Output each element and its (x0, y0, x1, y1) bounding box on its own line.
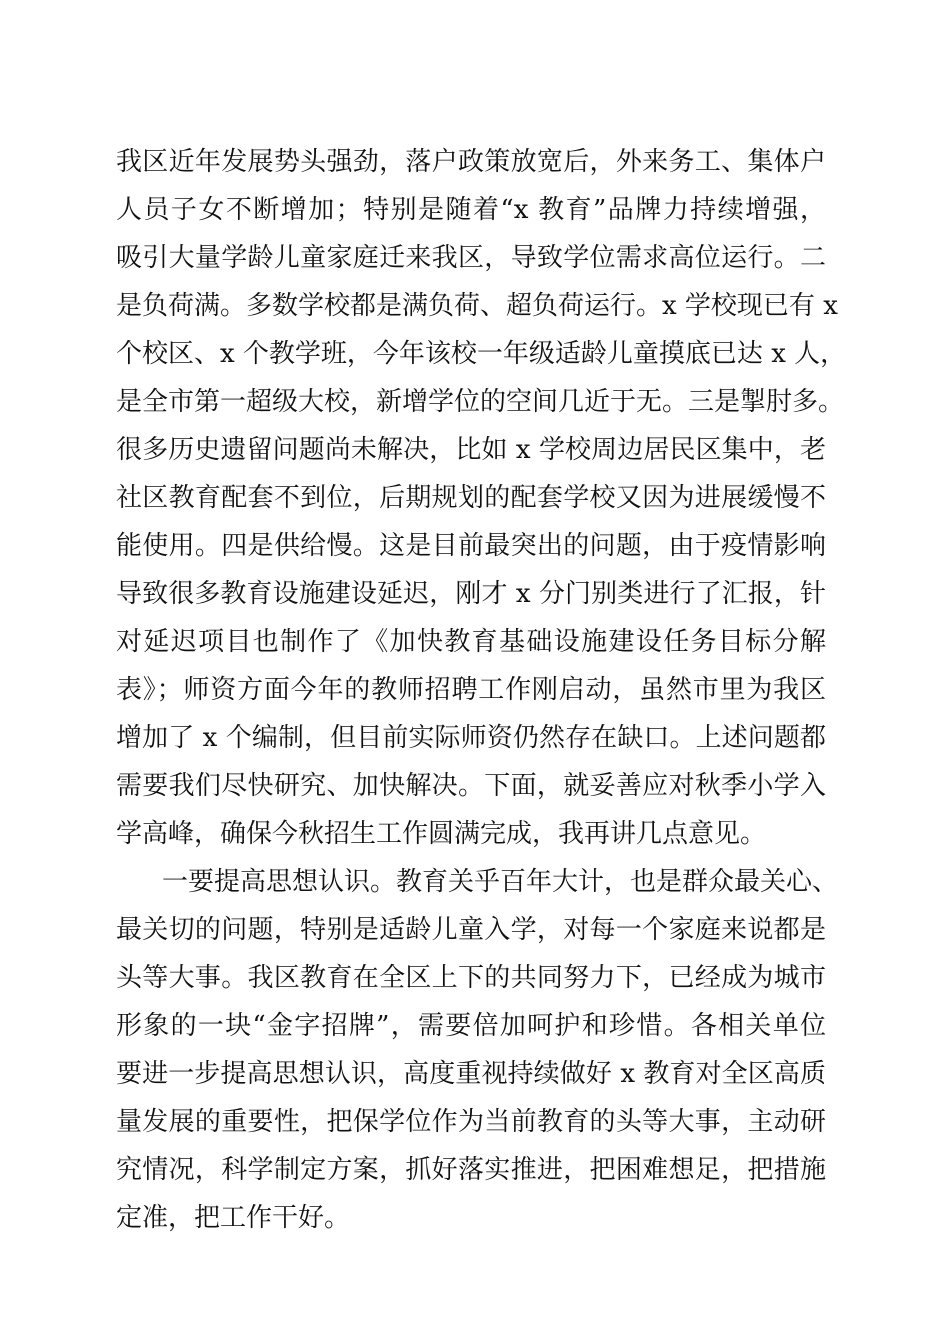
text-line: 能使用。四是供给慢。这是目前最突出的问题，由于疫情影响 (116, 531, 826, 561)
text-line: 社区教育配套不到位，后期规划的配套学校又因为进展缓慢不 (116, 483, 826, 513)
text-line: 定准，把工作干好。 (116, 1203, 351, 1233)
text-line: 头等大事。我区教育在全区上下的共同努力下，已经成为城市 (116, 963, 826, 993)
text-line: 吸引大量学龄儿童家庭迁来我区，导致学位需求高位运行。二 (116, 243, 826, 273)
text-line: 是全市第一超级大校，新增学位的空间几近于无。三是掣肘多。 (116, 387, 845, 417)
text-line: 学高峰，确保今秋招生工作圆满完成，我再讲几点意见。 (116, 819, 767, 849)
text-line: 究情况，科学制定方案，抓好落实推进，把困难想足，把措施 (116, 1155, 826, 1185)
text-line: 要进一步提高思想认识，高度重视持续做好 x 教育对全区高质 (116, 1059, 826, 1089)
text-line: 很多历史遗留问题尚未解决，比如 x 学校周边居民区集中，老 (116, 435, 826, 465)
text-line: 量发展的重要性，把保学位作为当前教育的头等大事，主动研 (116, 1107, 826, 1137)
paragraph-start-line: 一要提高思想认识。教育关乎百年大计，也是群众最关心、 (162, 867, 839, 897)
text-line: 个校区、x 个教学班，今年该校一年级适龄儿童摸底已达 x 人， (116, 339, 847, 369)
text-line: 导致很多教育设施建设延迟，刚才 x 分门别类进行了汇报，针 (116, 579, 826, 609)
text-line: 表》；师资方面今年的教师招聘工作刚启动，虽然市里为我区 (116, 675, 826, 705)
text-line: 人员子女不断增加；特别是随着“x 教育”品牌力持续增强， (116, 195, 826, 225)
text-line: 需要我们尽快研究、加快解决。下面，就妥善应对秋季小学入 (116, 771, 826, 801)
text-line: 我区近年发展势头强劲，落户政策放宽后，外来务工、集体户 (116, 147, 826, 177)
text-line: 形象的一块“金字招牌”，需要倍加呵护和珍惜。各相关单位 (116, 1011, 826, 1041)
text-line: 对延迟项目也制作了《加快教育基础设施建设任务目标分解 (116, 627, 826, 657)
text-line: 最关切的问题，特别是适龄儿童入学，对每一个家庭来说都是 (116, 915, 826, 945)
text-line: 增加了 x 个编制，但目前实际师资仍然存在缺口。上述问题都 (116, 723, 826, 753)
text-line: 是负荷满。多数学校都是满负荷、超负荷运行。x 学校现已有 x (116, 291, 838, 321)
